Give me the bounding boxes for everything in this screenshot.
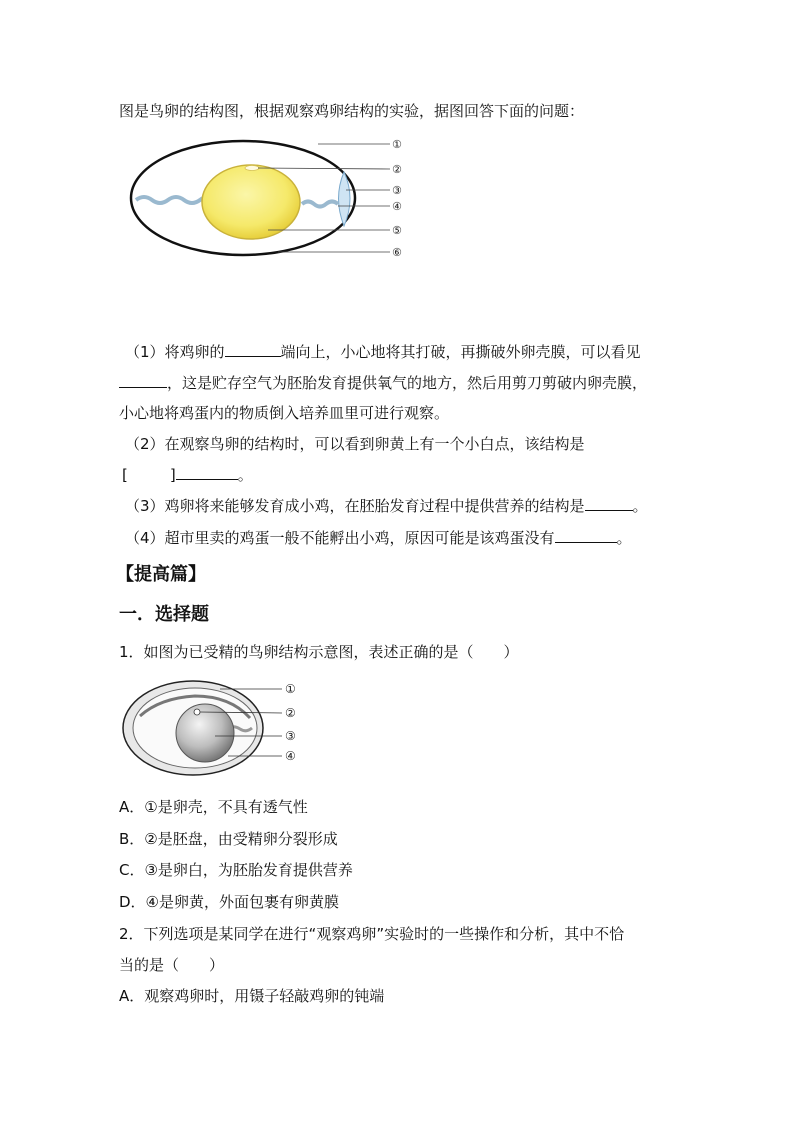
fig1-label-6: ⑥	[392, 246, 402, 259]
q2-bracket-close: ]	[169, 466, 176, 484]
question-1-line-1	[125, 342, 641, 362]
mc1-option-b: B．②是胚盘，由受精卵分裂形成	[119, 830, 338, 848]
q2-blank	[176, 465, 238, 480]
germinal-disc	[245, 166, 259, 171]
mc2-stem-line-1: 2．下列选项是某同学在进行“观察鸡卵”实验时的一些操作和分析，其中不恰	[119, 925, 625, 943]
fig2-label-2: ②	[285, 706, 296, 720]
q4-end: 。	[616, 529, 632, 547]
fig2-label-3: ③	[285, 729, 296, 743]
yolk	[202, 165, 300, 239]
egg-structure-figure-2	[120, 676, 310, 781]
egg2-germinal-disc	[194, 709, 200, 715]
question-1-line-3: 小心地将鸡蛋内的物质倒入培养皿里可进行观察。	[119, 404, 450, 422]
q2-bracket-open: [	[122, 466, 128, 484]
question-1-line-2	[119, 373, 647, 393]
subsection-heading: 一．选择题	[119, 604, 209, 625]
mc1-option-d: D．④是卵黄，外面包裹有卵黄膜	[119, 893, 339, 911]
question-2-line-2	[122, 465, 253, 485]
question-2-line-1: （2）在观察鸟卵的结构时，可以看到卵黄上有一个小白点，该结构是	[125, 435, 585, 453]
egg-structure-figure-1	[128, 134, 428, 264]
q3-end: 。	[632, 497, 648, 515]
q4-text: （4）超市里卖的鸡蛋一般不能孵出小鸡，原因可能是该鸡蛋没有	[125, 529, 555, 547]
q1-blank-1	[225, 342, 281, 357]
fig2-label-1: ①	[285, 682, 296, 696]
fig1-label-4: ④	[392, 200, 402, 213]
fig1-label-1: ①	[392, 138, 402, 151]
fig1-label-5: ⑤	[392, 224, 402, 237]
q3-text: （3）鸡卵将来能够发育成小鸡，在胚胎发育过程中提供营养的结构是	[125, 497, 585, 515]
intro-text: 图是鸟卵的结构图，根据观察鸡卵结构的实验，据图回答下面的问题：	[119, 102, 585, 120]
mc1-option-c: C．③是卵白，为胚胎发育提供营养	[119, 861, 353, 879]
mc2-option-a: A．观察鸡卵时，用镊子轻敲鸡卵的钝端	[119, 987, 385, 1005]
q4-blank	[555, 528, 617, 543]
question-4	[125, 528, 632, 548]
q1-blank-2	[119, 373, 167, 388]
q1-text-c: ，这是贮存空气为胚胎发育提供氧气的地方，然后用剪刀剪破内卵壳膜，	[167, 374, 648, 392]
fig1-label-3: ③	[392, 184, 402, 197]
q3-blank	[585, 496, 633, 511]
q1-text-a: （1）将鸡卵的	[125, 343, 225, 361]
fig1-label-2: ②	[392, 163, 402, 176]
fig2-label-4: ④	[285, 749, 296, 763]
q2-end: 。	[237, 466, 253, 484]
question-3	[125, 496, 648, 516]
q1-text-b: 端向上，小心地将其打破，再撕破外卵壳膜，可以看见	[280, 343, 641, 361]
mc2-stem-line-2: 当的是（ ）	[119, 956, 225, 974]
section-heading: 【提高篇】	[116, 564, 206, 585]
mc1-stem: 1．如图为已受精的鸟卵结构示意图，表述正确的是（ ）	[119, 643, 519, 661]
mc1-option-a: A．①是卵壳，不具有透气性	[119, 798, 308, 816]
